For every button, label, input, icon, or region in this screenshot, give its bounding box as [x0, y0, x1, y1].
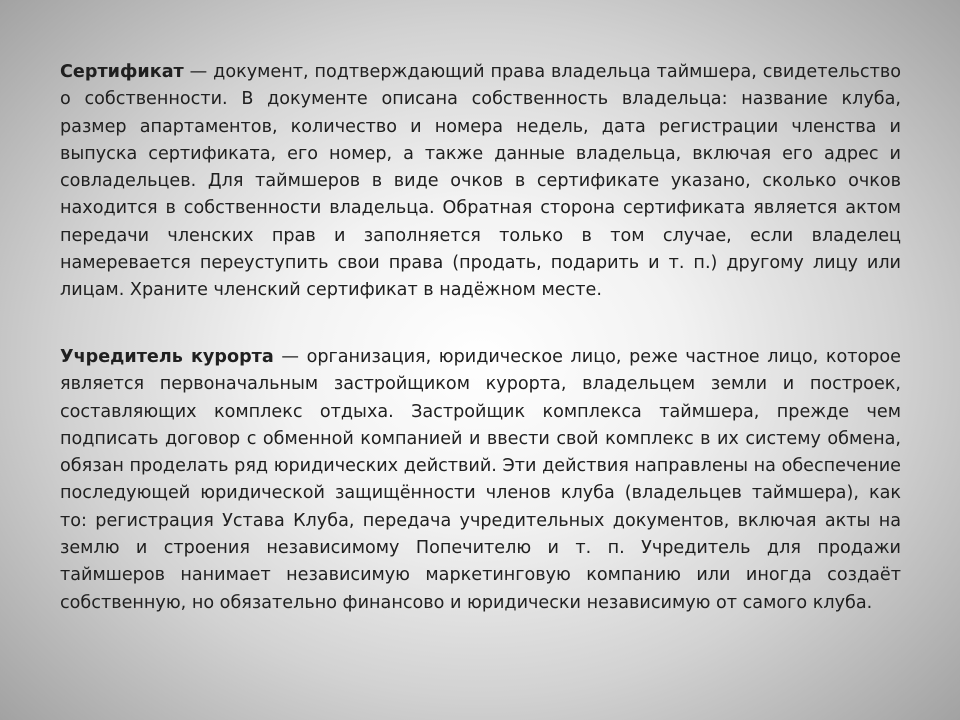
definition-certificate-text: — документ, подтверждающий права владельца таймшера, свидетельство о собственности. В документе описана собственность владельца: название клуба, размер апартаментов, количество и номера недель, дата регистрации членства и выпуска сертификата, его номер, а также данные владельца, включая его адрес и совладельцев. Для таймшеров в виде очков в сертификате указано, сколько очков находится в собственности владельца. Обратная сторона сертификата является актом передачи членских прав и заполняется только в том случае, если владелец намеревается переуступить свои права (продать, подарить и т. п.) другому лицу или лицам. Храните членский сертификат в надёжном месте. [60, 62, 901, 301]
term-certificate: Сертификат [60, 62, 184, 82]
definition-certificate [60, 59, 901, 305]
definition-resort-founder [60, 344, 901, 617]
definition-resort-founder-text: — организация, юридическое лицо, реже частное лицо, которое является первоначальным застройщиком курорта, владельцем земли и построек, составляющих комплекс отдыха. Застройщик комплекса таймшера, прежде чем подписать договор с обменной компанией и ввести свой комплекс в их систему обмена, обязан проделать ряд юридических действий. Эти действия направлены на обеспечение последующей юридической защищённости членов клуба (владельцев таймшера), как то: регистрация Устава Клуба, передача учредительных документов, включая акты на землю и строения независимому Попечителю и т. п. Учредитель для продажи таймшеров нанимает независимую маркетинговую компанию или иногда создаёт собственную, но обязательно финансово и юридически независимую от самого клуба. [60, 347, 901, 613]
term-resort-founder: Учредитель курорта [60, 347, 274, 367]
